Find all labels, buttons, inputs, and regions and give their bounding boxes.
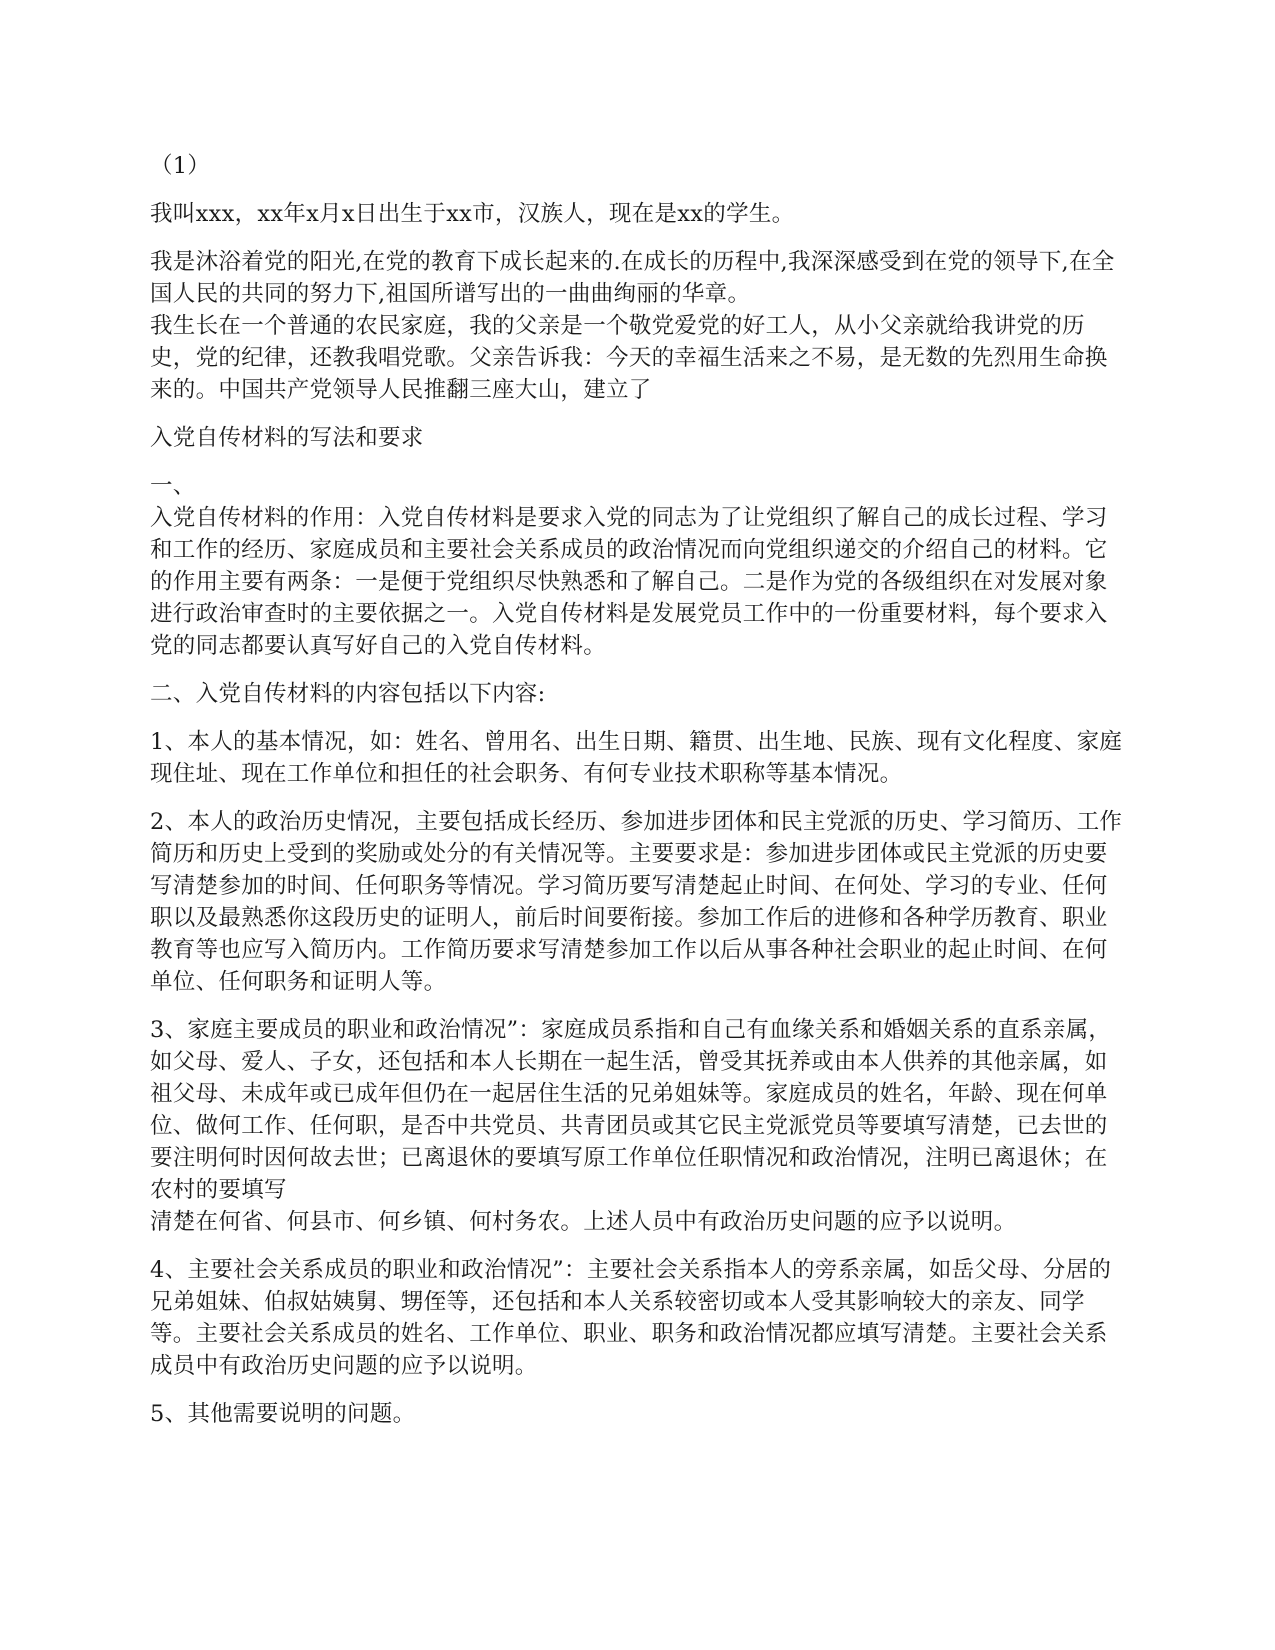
paragraph-family: 我生长在一个普通的农民家庭，我的父亲是一个敬党爱党的好工人，从小父亲就给我讲党的历史，党的纪律，还教我唱党歌。父亲告诉我：今天的幸福生活来之不易，是无数的先烈用生命换来的。中国共产党领导人民推翻三座大山，建立了 [150, 313, 1108, 403]
paragraph-contents-heading: 二、入党自传材料的内容包括以下内容: [150, 681, 546, 707]
document-body [150, 150, 1130, 1430]
list-item-4: 4、主要社会关系成员的职业和政治情况”：主要社会关系指本人的旁系亲属，如岳父母、分居的兄弟姐妹、伯叔姑姨舅、甥侄等，还包括和本人关系较密切或本人受其影响较大的亲友、同学等。主要社会关系成员的姓名、工作单位、职业、职务和政治情况都应填写清楚。主要社会关系成员中有政治历史问题的应予以说明。 [150, 1257, 1112, 1379]
list-item-3-continued: 清楚在何省、何县市、何乡镇、何村务农。上述人员中有政治历史问题的应予以说明。 [150, 1209, 1017, 1235]
paragraph-purpose: 入党自传材料的作用：入党自传材料是要求入党的同志为了让党组织了解自己的成长过程、学习和工作的经历、家庭成员和主要社会关系成员的政治情况而向党组织递交的介绍自己的材料。它的作用主要有两条：一是便于党组织尽快熟悉和了解自己。二是作为党的各级组织在对发展对象进行政治审查时的主要依据之一。入党自传材料是发展党员工作中的一份重要材料，每个要求入党的同志都要认真写好自己的入党自传材料。 [150, 505, 1108, 659]
section-heading: 入党自传材料的写法和要求 [150, 425, 424, 451]
list-item-2: 2、本人的政治历史情况，主要包括成长经历、参加进步团体和民主党派的历史、学习简历、工作简历和历史上受到的奖励或处分的有关情况等。主要要求是：参加进步团体或民主党派的历史要写清楚参加的时间、任何职务等情况。学习简历要写清楚起止时间、在何处、学习的专业、任何职以及最熟悉你这段历史的证明人，前后时间要衔接。参加工作后的进修和各种学历教育、职业教育等也应写入简历内。工作简历要求写清楚参加工作以后从事各种社会职业的起止时间、在何单位、任何职务和证明人等。 [150, 809, 1123, 995]
list-item-5: 5、其他需要说明的问题。 [150, 1401, 416, 1427]
section-number: （1） [150, 153, 211, 179]
paragraph-intro: 我叫xxx，xx年x月x日出生于xx市，汉族人，现在是xx的学生。 [150, 201, 795, 227]
paragraph-growth: 我是沐浴着党的阳光,在党的教育下成长起来的.在成长的历程中,我深深感受到在党的领导下,在全国人民的共同的努力下,祖国所谱写出的一曲曲绚丽的华章。 [150, 249, 1115, 307]
list-item-3: 3、家庭主要成员的职业和政治情况”：家庭成员系指和自己有血缘关系和婚姻关系的直系亲属，如父母、爱人、子女，还包括和本人长期在一起生活，曾受其抚养或由本人供养的其他亲属，如祖父母、未成年或已成年但仍在一起居住生活的兄弟姐妹等。家庭成员的姓名，年龄、现在何单位、做何工作、任何职，是否中共党员、共青团员或其它民主党派党员等要填写清楚，已去世的要注明何时因何故去世；已离退休的要填写原工作单位任职情况和政治情况，注明已离退休；在农村的要填写 [150, 1017, 1112, 1203]
list-item-1: 1、本人的基本情况，如：姓名、曾用名、出生日期、籍贯、出生地、民族、现有文化程度、家庭现住址、现在工作单位和担任的社会职务、有何专业技术职称等基本情况。 [150, 729, 1123, 787]
list-marker-one: 一、 [150, 473, 196, 499]
